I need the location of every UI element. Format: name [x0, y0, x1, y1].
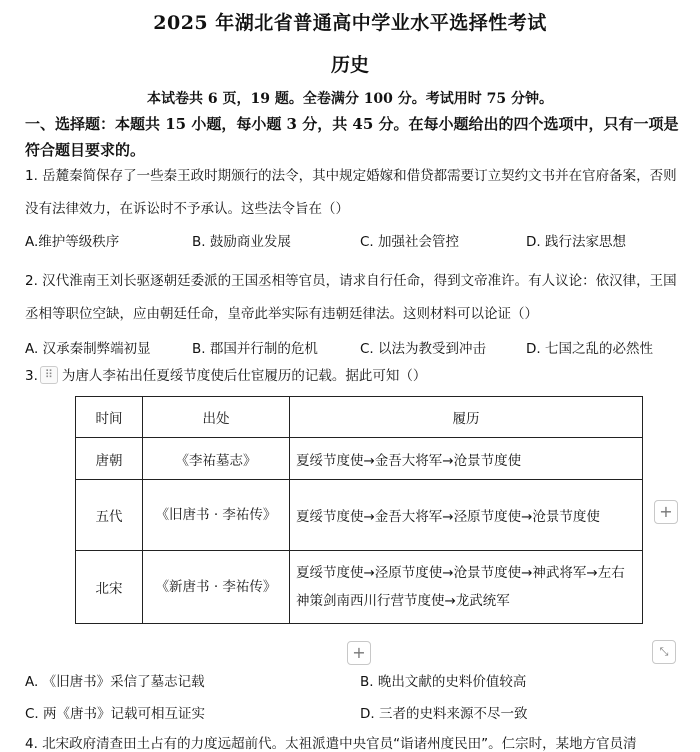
add-column-button[interactable]: + — [654, 500, 678, 524]
option-c: C. 加强社会管控 — [360, 234, 460, 250]
question-3-stem-text: 为唐人李祐出任夏绥节度使后仕宦履历的记载。据此可知（） — [61, 368, 427, 384]
question-4-stem: 4. 北宋政府清查田土占有的力度远超前代。太祖派遣中央官员“诣诸州度民田”。仁宗时，某地方官员清 — [25, 736, 637, 752]
option-b: B. 鼓励商业发展 — [192, 234, 291, 250]
question-2-stem: 2. 汉代淮南王刘长驱逐朝廷委派的王国丞相等官员，请求自行任命，得到文帝准许。有人议论：依汉律，王国丞相等职位空缺，应由朝廷任命，皇帝此举实际有违朝廷律法。这则材料可以论证（） — [25, 273, 677, 322]
resize-handle-icon[interactable]: ⤡ — [652, 640, 676, 664]
option-b: B. 郡国并行制的危机 — [192, 341, 318, 357]
cell-era: 北宋 — [76, 551, 143, 624]
option-b: B. 晚出文献的史料价值较高 — [360, 674, 527, 690]
exam-title: 2025 年湖北省普通高中学业水平选择性考试 — [153, 12, 547, 34]
cell-source: 《旧唐书 · 李祐传》 — [143, 480, 290, 551]
header-career: 履历 — [290, 397, 643, 438]
option-c: C. 两《唐书》记载可相互证实 — [25, 706, 206, 722]
cell-career: 夏绥节度使→金吾大将军→泾原节度使→沧景节度使 — [290, 480, 643, 551]
cell-source: 《新唐书 · 李祐传》 — [143, 551, 290, 624]
question-3-options-row-1 — [25, 670, 685, 698]
table-row — [76, 438, 643, 480]
subject-title: 历史 — [330, 54, 369, 76]
add-row-button[interactable]: + — [347, 641, 371, 665]
table-row — [76, 551, 643, 624]
cell-career: 夏绥节度使→金吾大将军→沧景节度使 — [290, 438, 643, 480]
option-d: D. 七国之乱的必然性 — [526, 341, 653, 357]
question-3-options-row-2 — [25, 702, 685, 730]
option-a: A. 《旧唐书》采信了墓志记载 — [25, 674, 205, 690]
option-d: D. 践行法家思想 — [526, 234, 626, 250]
table-row — [76, 480, 643, 551]
question-3-number: 3. — [25, 368, 38, 384]
option-a: A.维护等级秩序 — [25, 234, 120, 250]
cell-era: 五代 — [76, 480, 143, 551]
option-c: C. 以法为教受到冲击 — [360, 341, 487, 357]
drag-handle-icon[interactable]: ⠿ — [40, 366, 58, 384]
question-1-options — [25, 230, 685, 258]
section-heading: 一、选择题：本题共 15 小题，每小题 3 分，共 45 分。在每小题给出的四个选项中，只有一项是符合题目要求的。 — [25, 115, 679, 159]
cell-era: 唐朝 — [76, 438, 143, 480]
table-header-row — [76, 397, 643, 438]
option-d: D. 三者的史料来源不尽一致 — [360, 706, 528, 722]
question-1-stem: 1. 岳麓秦简保存了一些秦王政时期颁行的法令，其中规定婚嫁和借贷都需要订立契约文书并在官府备案，否则没有法律效力，在诉讼时不予承认。这些法令旨在（） — [25, 168, 677, 217]
question-3-stem — [25, 361, 685, 391]
header-source: 出处 — [143, 397, 290, 438]
exam-instructions: 本试卷共 6 页，19 题。全卷满分 100 分。考试用时 75 分钟。 — [146, 91, 554, 107]
option-a: A. 汉承秦制弊端初显 — [25, 341, 151, 357]
career-table — [75, 396, 643, 624]
cell-career: 夏绥节度使→泾原节度使→沧景节度使→神武将军→左右神策剑南西川行营节度使→龙武统军 — [290, 551, 643, 624]
cell-source: 《李祐墓志》 — [143, 438, 290, 480]
header-era: 时间 — [76, 397, 143, 438]
